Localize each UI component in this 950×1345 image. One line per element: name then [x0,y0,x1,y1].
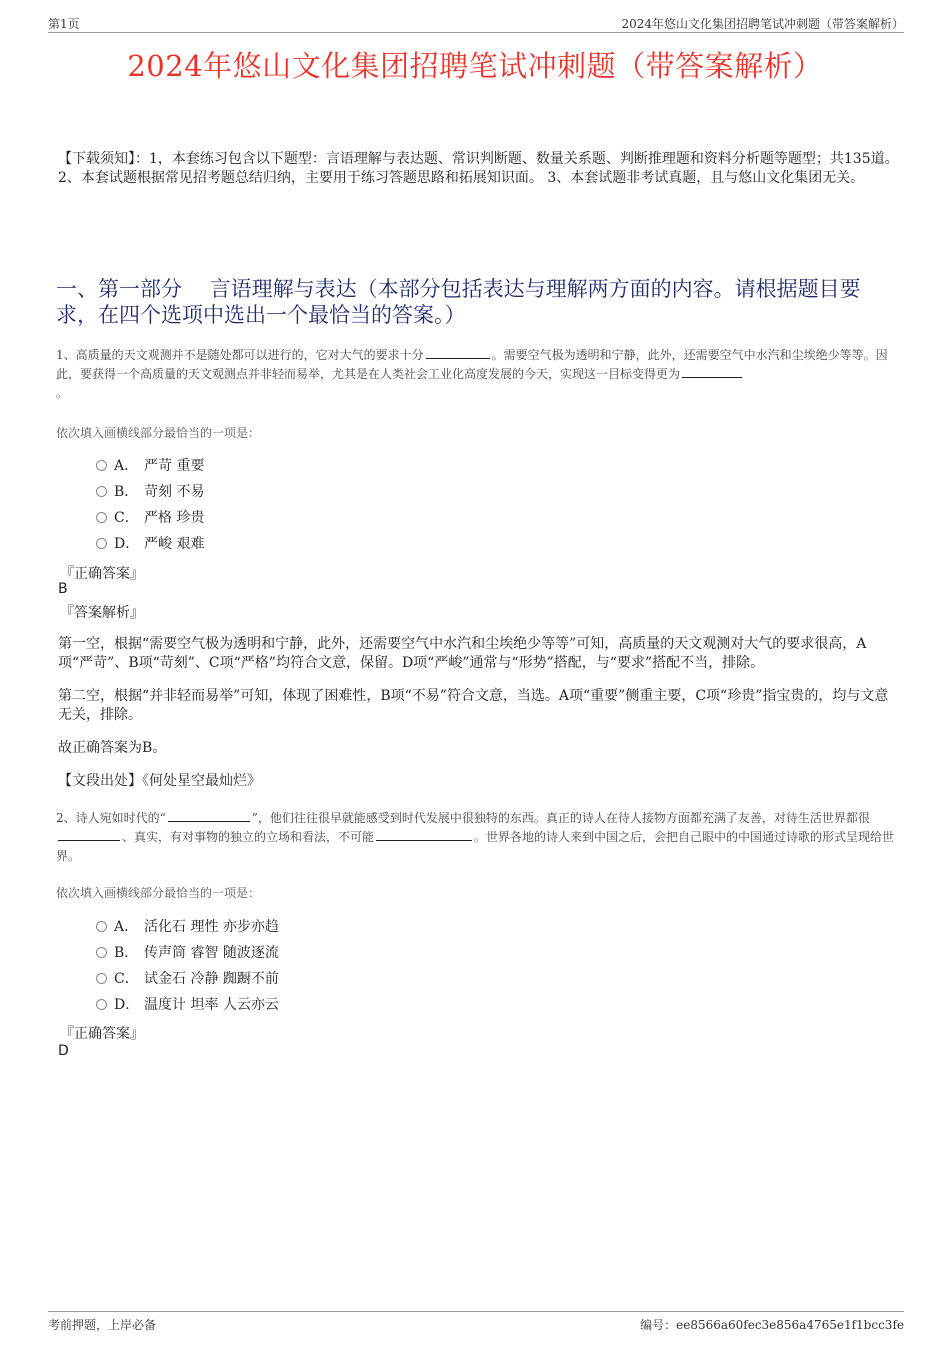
blank-2 [58,828,120,841]
correct-answer-label: 『正确答案』 [60,566,144,582]
q1-option-d[interactable]: D． 严峻 艰难 [96,535,204,553]
q1-option-c[interactable]: C． 严格 珍贵 [96,509,204,527]
header-doc-title: 2024年悠山文化集团招聘笔试冲刺题（带答案解析） [621,17,904,31]
q2-option-c[interactable]: C． 试金石 冷静 踟蹰不前 [96,970,279,988]
blank-2 [682,365,742,378]
q1-option-a[interactable]: A． 严苛 重要 [96,457,204,475]
q1-analysis-1: 第一空，根据“需要空气极为透明和宁静，此外，还需要空气中水汽和尘埃绝少等等”可知，高质量的天文观测对大气的要求很高，A项“严苛”、B项“苛刻”、C项“严格”均符合文意，保留。D项“严峻”通常与“形势”搭配，与“要求”搭配不当，排除。 [58,636,867,671]
q2-text-2: ”，他们往往很早就能感受到时代发展中很独特的东西。真正的诗人在待人接物方面都充满了友善，对待生活世界都很 [251,811,870,825]
radio-icon[interactable] [96,460,107,471]
q1-text-3: 。 [56,386,69,400]
q2-text-4: 。世界各地的诗人来到中国之后，会把自己眼中的中国通过诗歌的形式呈现给世界。 [56,830,895,863]
q1-source: 【文段出处】《何处星空最灿烂》 [58,773,261,789]
q2-option-a[interactable]: A． 活化石 理性 亦步亦趋 [96,918,279,936]
section-heading: 一、第一部分 言语理解与表达（本部分包括表达与理解两方面的内容。请根据题目要求，在四个选项中选出一个最恰当的答案。） [56,277,861,327]
radio-icon[interactable] [96,999,107,1010]
q1-text-1: 1、高质量的天文观测并不是随处都可以进行的，它对大气的要求十分 [56,348,424,362]
radio-icon[interactable] [96,921,107,932]
radio-icon[interactable] [96,486,107,497]
question-2-stem [56,809,900,866]
footer-doc-id: 编号：ee8566a60fec3e856a4765e1f1bcc3fe [640,1318,904,1332]
analysis-label: 『答案解析』 [60,605,144,621]
question-1-instruction: 依次填入画横线部分最恰当的一项是： [56,426,261,440]
q1-analysis-3: 故正确答案为B。 [58,740,167,756]
page-footer [48,1311,904,1332]
radio-icon[interactable] [96,512,107,523]
q1-analysis-2: 第二空，根据“并非轻而易举”可知，体现了困难性，B项“不易”符合文意，当选。A项“重要”侧重主要，C项“珍贵”指宝贵的，均与文意无关，排除。 [58,688,889,723]
q2-option-b[interactable]: B． 传声筒 睿智 随波逐流 [96,944,279,962]
q2-text-3: 、真实，有对事物的独立的立场和看法，不可能 [122,830,375,844]
page-number: 第1页 [48,17,80,31]
q1-text-2: 。需要空气极为透明和宁静，此外，还需要空气中水汽和尘埃绝少等等。因此，要获得一个高质量的天文观测点并非轻而易举，尤其是在人类社会工业化高度发展的今天，实现这一目标变得更为 [56,348,888,381]
blank-3 [376,828,472,841]
footer-slogan: 考前押题，上岸必备 [48,1318,157,1332]
radio-icon[interactable] [96,973,107,984]
q2-text-1: 2、诗人宛如时代的“ [56,811,166,825]
q1-option-b[interactable]: B． 苛刻 不易 [96,483,204,501]
blank-1 [168,809,250,822]
download-notice: 【下载须知】：1，本套练习包含以下题型：言语理解与表达题、常识判断题、数量关系题、判断推理题和资料分析题等题型；共135道。 2、本套试题根据常见招考题总结归纳，主要用于练习答题思路和拓展知识面。 3、本套试题非考试真题，且与悠山文化集团无关。 [58,151,899,186]
q1-answer: B [58,581,68,597]
question-2-instruction: 依次填入画横线部分最恰当的一项是： [56,886,261,900]
radio-icon[interactable] [96,538,107,549]
correct-answer-label: 『正确答案』 [60,1026,144,1042]
q2-option-d[interactable]: D． 温度计 坦率 人云亦云 [96,996,279,1014]
document-title: 2024年悠山文化集团招聘笔试冲刺题（带答案解析） [127,49,823,83]
page-header [48,12,904,33]
radio-icon[interactable] [96,947,107,958]
q2-answer: D [58,1043,69,1059]
question-1-stem [56,346,900,403]
blank-1 [426,346,490,359]
